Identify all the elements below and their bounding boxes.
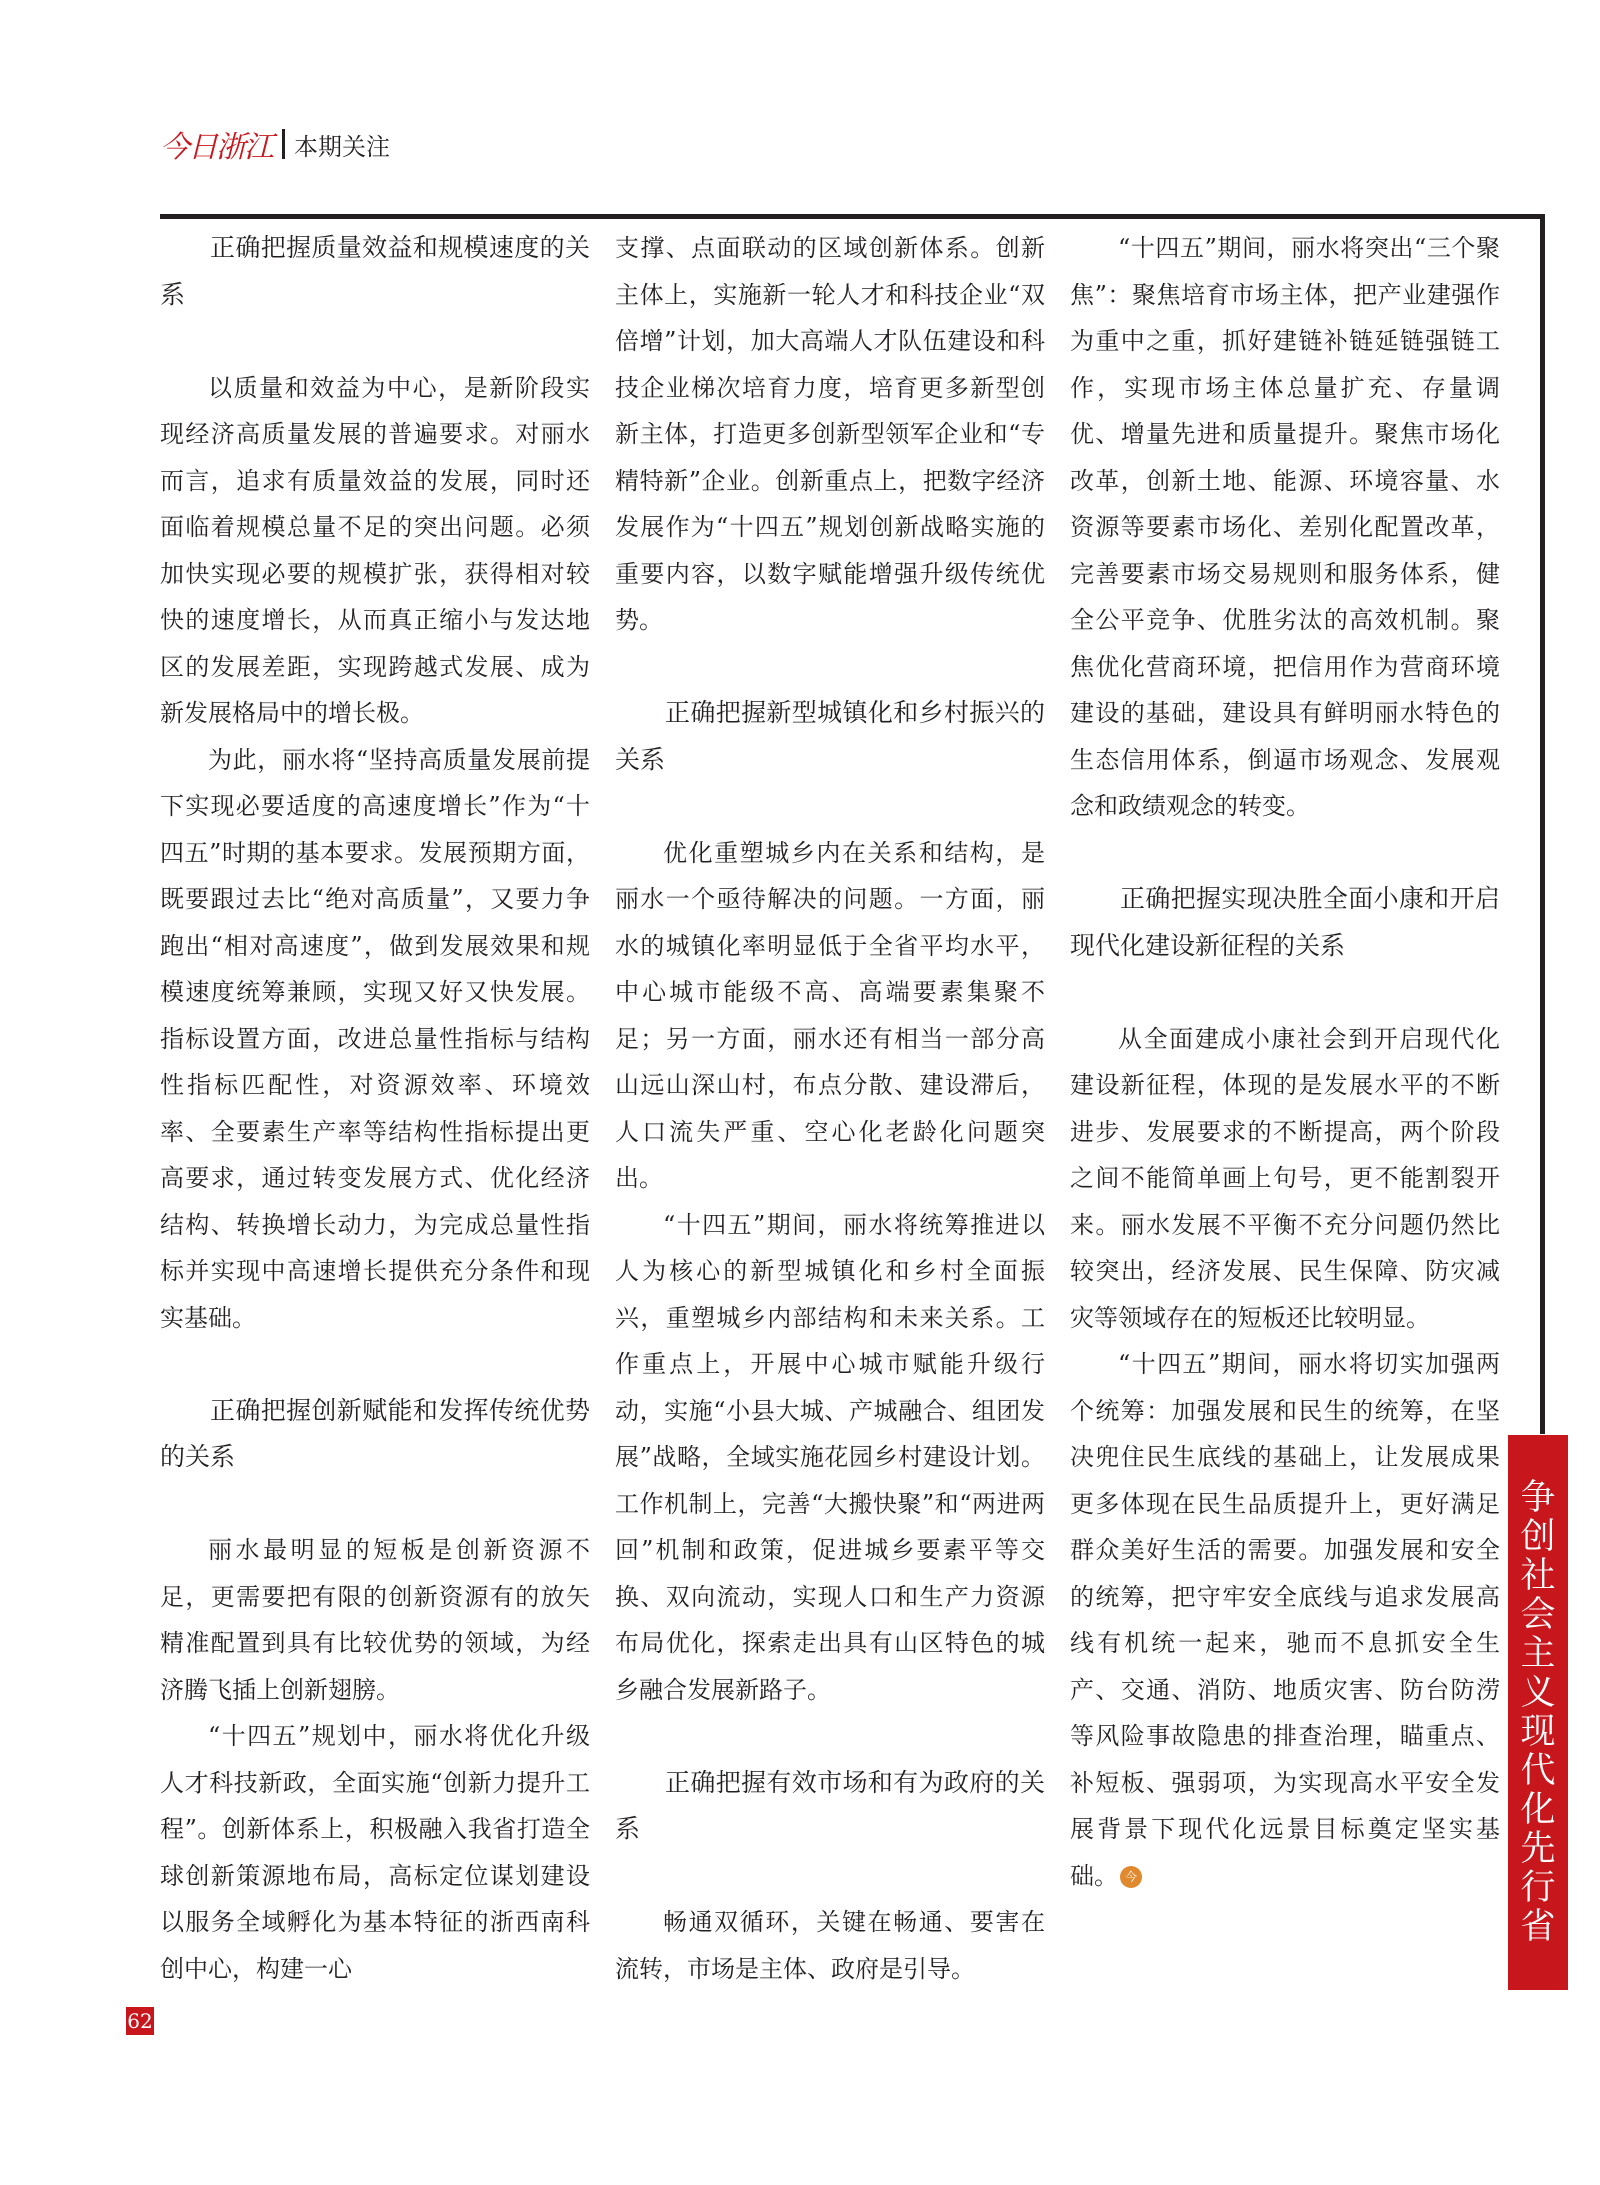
paragraph: “十四五”期间，丽水将突出“三个聚焦”：聚焦培育市场主体，把产业建强作为重中之重，抓好建链补链延链强链工作，实现市场主体总量扩充、存量调优、增量先进和质量提升。聚焦市场化改革，创新土地、能源、环境容量、水资源等要素市场化、差别化配置改革，完善要素市场交易规则和服务体系，健全公平竞争、优胜劣汰的高效机制。聚焦优化营商环境，把信用作为营商环境建设的基础，建设具有鲜明丽水特色的生态信用体系，倒逼市场观念、发展观念和政绩观念的转变。 [1070,234,1500,820]
banner-char: 代 [1520,1750,1556,1791]
paragraph [1070,1341,1500,1899]
section-heading: 正确把握创新赋能和发挥传统优势的关系 [160,1395,590,1471]
paragraph: 支撑、点面联动的区域创新体系。创新主体上，实施新一轮人才和科技企业“双倍增”计划，加大高端人才队伍建设和科技企业梯次培育力度，培育更多新型创新主体，打造更多创新型领军企业和“专精特新”企业。创新重点上，把数字经济发展作为“十四五”规划创新战略实施的重要内容，以数字赋能增强升级传统优势。 [615,234,1045,634]
paragraph: 以质量和效益为中心，是新阶段实现经济高质量发展的普遍要求。对丽水而言，追求有质量效益的发展，同时还面临着规模总量不足的突出问题。必须加快实现必要的规模扩张，获得相对较快的速度增长，从而真正缩小与发达地区的发展差距，实现跨越式发展、成为新发展格局中的增长极。 [160,373,590,727]
end-mark-icon: 今 [1120,1866,1142,1888]
side-banner [1508,1435,1568,1990]
section-heading: 正确把握实现决胜全面小康和开启现代化建设新征程的关系 [1070,884,1500,960]
banner-char: 化 [1520,1789,1556,1830]
banner-char: 争 [1520,1477,1556,1518]
text-column-3 [1070,225,1500,1899]
banner-char: 主 [1520,1633,1556,1674]
banner-char: 会 [1520,1594,1556,1635]
paragraph: 为此，丽水将“坚持高质量发展前提下实现必要适度的高速度增长”作为“十四五”时期的基本要求。发展预期方面，既要跟过去比“绝对高质量”，又要力争跑出“相对高速度”，做到发展效果和规模速度统筹兼顾，实现又好又快发展。指标设置方面，改进总量性指标与结构性指标匹配性，对资源效率、环境效率、全要素生产率等结构性指标提出更高要求，通过转变发展方式、优化经济结构、转换增长动力，为完成总量性指标并实现中高速增长提供充分条件和现实基础。 [160,745,590,1332]
right-rule [1540,214,1545,1434]
banner-char: 义 [1520,1672,1556,1713]
paragraph: 丽水最明显的短板是创新资源不足，更需要把有限的创新资源有的放矢精准配置到具有比较优势的领域，为经济腾飞插上创新翅膀。 [160,1536,590,1704]
text-column-1 [160,225,590,1992]
banner-char: 先 [1520,1828,1556,1869]
top-rule [160,214,1545,219]
banner-char: 社 [1520,1555,1556,1596]
magazine-logo: 今日浙江 [160,130,272,165]
paragraph: 优化重塑城乡内在关系和结构，是丽水一个亟待解决的问题。一方面，丽水的城镇化率明显低于全省平均水平，中心城市能级不高、高端要素集聚不足；另一方面，丽水还有相当一部分高山远山深山村，布点分散、建设滞后，人口流失严重、空心化老龄化问题突出。 [615,838,1045,1192]
banner-char: 现 [1520,1711,1556,1752]
section-heading: 正确把握有效市场和有为政府的关系 [615,1767,1045,1843]
paragraph-text: “十四五”期间，丽水将切实加强两个统筹：加强发展和民生的统筹，在坚决兜住民生底线的基础上，让发展成果更多体现在民生品质提升上，更好满足群众美好生活的需要。加强发展和安全的统筹，把守牢安全底线与追求发展高线有机统一起来，驰而不息抓安全生产、交通、消防、地质灾害、防台防涝等风险事故隐患的排查治理，瞄重点、补短板、强弱项，为实现高水平安全发展背景下现代化远景目标奠定坚实基础。 [1070,1350,1500,1890]
banner-char: 创 [1520,1516,1556,1557]
paragraph: “十四五”期间，丽水将统筹推进以人为核心的新型城镇化和乡村全面振兴，重塑城乡内部结构和未来关系。工作重点上，开展中心城市赋能升级行动，实施“小县大城、产城融合、组团发展”战略，全域实施花园乡村建设计划。工作机制上，完善“大搬快聚”和“两进两回”机制和政策，促进城乡要素平等交换、双向流动，实现人口和生产力资源布局优化，探索走出具有山区特色的城乡融合发展新路子。 [615,1210,1045,1704]
section-heading: 正确把握新型城镇化和乡村振兴的关系 [615,698,1045,774]
header-divider [282,129,285,159]
banner-char: 省 [1520,1906,1556,1947]
page-header [160,124,390,164]
paragraph: “十四五”规划中，丽水将优化升级人才科技新政，全面实施“创新力提升工程”。创新体系上，积极融入我省打造全球创新策源地布局，高标定位谋划建设以服务全域孵化为基本特征的浙西南科创中心，构建一心 [160,1722,590,1983]
paragraph: 畅通双循环，关键在畅通、要害在流转，市场是主体、政府是引导。 [615,1908,1045,1983]
section-heading: 正确把握质量效益和规模速度的关系 [160,233,590,309]
paragraph: 从全面建成小康社会到开启现代化建设新征程，体现的是发展水平的不断进步、发展要求的不断提高，两个阶段之间不能简单画上句号，更不能割裂开来。丽水发展不平衡不充分问题仍然比较突出，经济发展、民生保障、防灾减灾等领域存在的短板还比较明显。 [1070,1024,1500,1332]
text-column-2 [615,225,1045,1992]
section-title: 本期关注 [294,132,390,161]
banner-char: 行 [1520,1867,1556,1908]
page-number: 62 [127,2009,153,2033]
